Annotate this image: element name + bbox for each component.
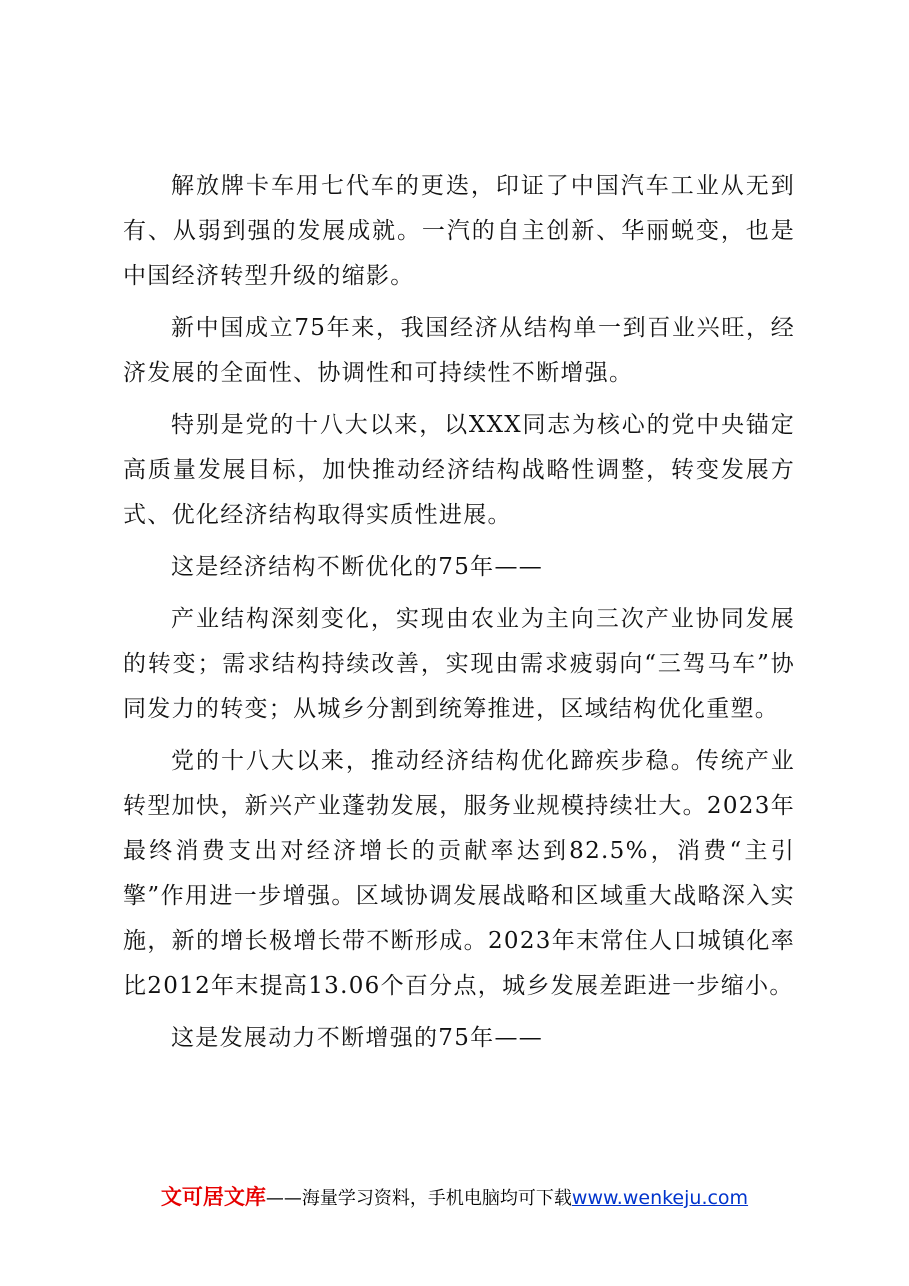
paragraph: 党的十八大以来，推动经济结构优化蹄疾步稳。传统产业转型加快，新兴产业蓬勃发展，服务业规模持续壮大。2023年最终消费支出对经济增长的贡献率达到82.5%，消费“主引擎”作用进一步增强。区域协调发展战略和区域重大战略深入实施，新的增长极增长带不断形成。2023年末常住人口城镇化率比2012年末提高13.06个百分点，城乡发展差距进一步缩小。 <box>123 748 795 999</box>
footer-brand: 文可居文库 <box>160 1185 266 1209</box>
footer-tagline: ——海量学习资料，手机电脑均可下载 <box>265 1188 572 1209</box>
document-body <box>123 164 795 1061</box>
footer-banner <box>0 1181 909 1211</box>
section-lead: 这是经济结构不断优化的75年—— <box>171 554 544 580</box>
paragraph: 特别是党的十八大以来，以XXX同志为核心的党中央锚定高质量发展目标，加快推动经济结构战略性调整，转变发展方式、优化经济结构取得实质性进展。 <box>123 412 795 528</box>
section-lead: 这是发展动力不断增强的75年—— <box>171 1025 544 1051</box>
footer-website-link[interactable]: www.wenkeju.com <box>571 1187 749 1209</box>
paragraph: 产业结构深刻变化，实现由农业为主向三次产业协同发展的转变；需求结构持续改善，实现由需求疲弱向“三驾马车”协同发力的转变；从城乡分割到统筹推进，区域结构优化重塑。 <box>123 606 795 722</box>
paragraph: 新中国成立75年来，我国经济从结构单一到百业兴旺，经济发展的全面性、协调性和可持续性不断增强。 <box>123 315 795 386</box>
paragraph: 解放牌卡车用七代车的更迭，印证了中国汽车工业从无到有、从弱到强的发展成就。一汽的自主创新、华丽蜕变，也是中国经济转型升级的缩影。 <box>123 173 795 289</box>
